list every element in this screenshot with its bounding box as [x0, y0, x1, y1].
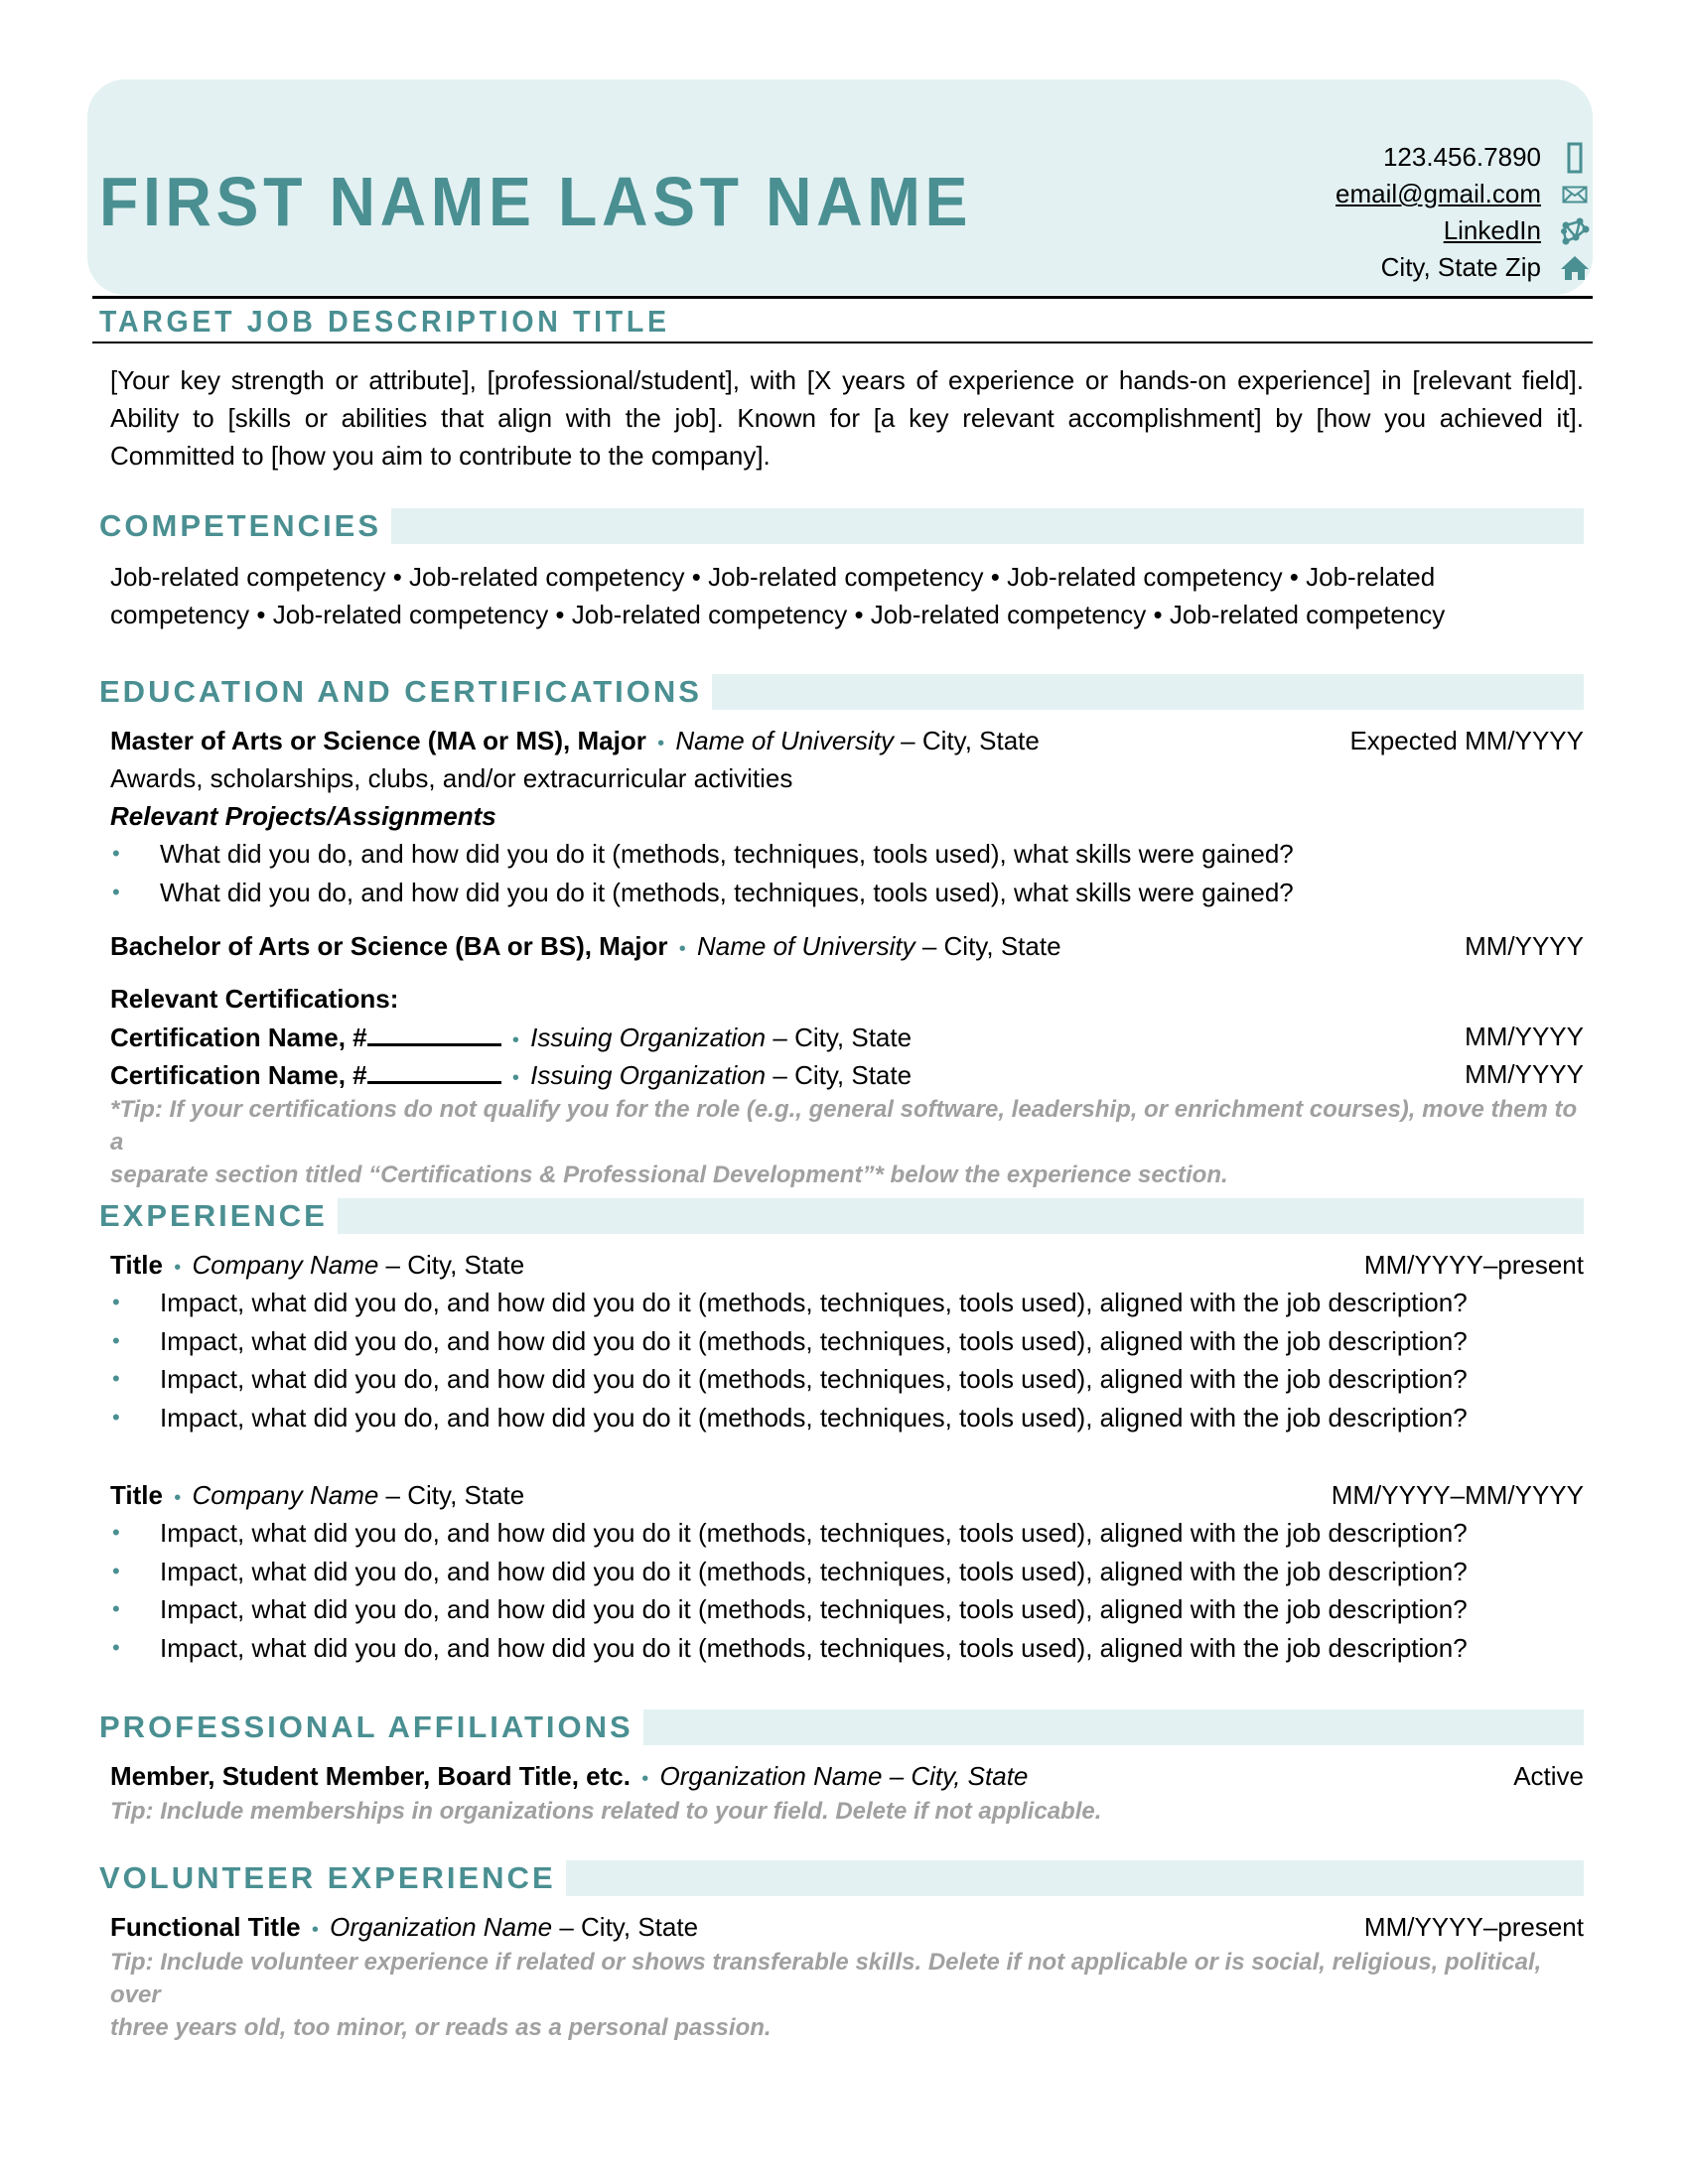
volunteer-entry — [110, 1908, 1584, 2044]
organization-name: Organization Name — [330, 1912, 553, 1942]
section-band — [712, 674, 1584, 710]
section-band — [643, 1709, 1584, 1745]
section-title: VOLUNTEER EXPERIENCE — [99, 1860, 566, 1896]
separator-dot: • — [641, 1768, 649, 1790]
competencies-heading — [99, 508, 1584, 544]
education-heading — [99, 674, 1584, 710]
bullet-icon: • — [112, 1634, 120, 1660]
separator-dot: • — [657, 733, 665, 754]
organization-name: Organization Name – City, State — [659, 1761, 1029, 1791]
degree-date: MM/YYYY — [1465, 931, 1584, 961]
volunteer-header — [110, 1908, 1584, 1946]
volunteer-title: Functional Title — [110, 1912, 301, 1942]
job-entry — [110, 1476, 1584, 1667]
competencies-list — [110, 558, 1584, 633]
bullet-icon: • — [112, 1596, 120, 1621]
certifications-label: Relevant Certifications: — [110, 984, 399, 1014]
separator-dot: • — [511, 1067, 519, 1089]
cert-date: MM/YYYY — [1465, 1059, 1584, 1089]
bullet-icon: • — [112, 879, 120, 904]
phone-number: 123.456.7890 — [1382, 142, 1541, 172]
list-item: • Impact, what did you do, and how did you do it (methods, techniques, tools used), aligned with the job description? — [110, 1360, 1584, 1399]
bullet-icon: • — [112, 1366, 120, 1391]
bullet-icon: • — [112, 1558, 120, 1583]
school-name: Name of University — [675, 726, 894, 755]
membership-role: Member, Student Member, Board Title, etc. — [110, 1761, 631, 1791]
phone-icon — [1557, 139, 1593, 176]
section-title: EXPERIENCE — [99, 1198, 338, 1234]
header-divider-top — [92, 296, 1593, 299]
section-band — [566, 1860, 1584, 1896]
job-title: Title — [110, 1250, 163, 1280]
bullet-icon: • — [112, 1520, 120, 1545]
cert-date: MM/YYYY — [1465, 1022, 1584, 1051]
separator-dot: • — [174, 1487, 182, 1509]
volunteer-tip: Tip: Include volunteer experience if related or shows transferable skills. Delete if not applicable or is social, religious, political, over three years old, too minor, or reads as a personal passion. — [110, 1949, 1542, 2041]
competencies-line: Job-related competency • Job-related competency • Job-related competency • Job-related competency • Job-related — [110, 562, 1436, 592]
list-item: • Impact, what did you do, and how did you do it (methods, techniques, tools used), aligned with the job description? — [110, 1322, 1584, 1361]
email-link[interactable]: email@gmail.com — [1336, 179, 1541, 208]
network-icon — [1557, 212, 1593, 249]
projects-label: Relevant Projects/Assignments — [110, 801, 496, 831]
section-title: COMPETENCIES — [99, 508, 391, 544]
affiliations-heading — [99, 1709, 1584, 1745]
separator-dot: • — [511, 1029, 519, 1051]
professional-summary: [Your key strength or attribute], [professional/student], with [X years of experience or hands-on experience] in [relevant field]. Ability to [skills or abilities that align with the job]. Known for [a key relevant accomplishment] by [how you achieved it]. Committed to [how you aim to contribute to the company]. — [110, 365, 1584, 471]
section-title: EDUCATION AND CERTIFICATIONS — [99, 674, 712, 710]
bullet-icon: • — [112, 841, 120, 866]
job-entry — [110, 1246, 1584, 1436]
separator-dot: • — [678, 938, 686, 960]
section-title: PROFESSIONAL AFFILIATIONS — [99, 1709, 643, 1745]
experience-heading — [99, 1198, 1584, 1234]
affiliations-tip: Tip: Include memberships in organizations related to your field. Delete if not applicable. — [110, 1798, 1102, 1825]
job-location: – City, State — [378, 1250, 525, 1280]
job-header — [110, 1476, 1584, 1514]
separator-dot: • — [311, 1919, 319, 1941]
section-band — [338, 1198, 1584, 1234]
list-item: • What did you do, and how did you do it (methods, techniques, tools used), what skills were gained? — [110, 874, 1584, 912]
cert-location: – City, State — [766, 1060, 913, 1090]
contact-info — [1336, 139, 1541, 286]
degree-entry — [110, 722, 1584, 759]
list-item: • What did you do, and how did you do it (methods, techniques, tools used), what skills were gained? — [110, 835, 1584, 874]
separator-dot: • — [174, 1257, 182, 1279]
list-item: • Impact, what did you do, and how did you do it (methods, techniques, tools used), aligned with the job description? — [110, 1590, 1584, 1629]
job-bullets — [110, 1514, 1584, 1667]
section-band — [391, 508, 1584, 544]
cert-name: Certification Name, # — [110, 1023, 367, 1052]
company-name: Company Name — [192, 1480, 379, 1510]
issuing-org: Issuing Organization — [530, 1023, 767, 1052]
school-location: – City, State — [893, 726, 1040, 755]
job-dates: MM/YYYY–present — [1363, 1250, 1584, 1280]
list-item: • Impact, what did you do, and how did you do it (methods, techniques, tools used), aligned with the job description? — [110, 1514, 1584, 1553]
education-list — [110, 722, 1584, 1191]
cert-location: – City, State — [766, 1023, 913, 1052]
header-divider-bottom — [92, 341, 1593, 343]
cert-number-blank — [367, 1055, 501, 1084]
project-bullets — [110, 835, 1584, 911]
affiliation-header — [110, 1757, 1584, 1795]
competencies-line: competency • Job-related competency • Job-related competency • Job-related competency • Job-related competency — [110, 600, 1446, 629]
list-item: • Impact, what did you do, and how did you do it (methods, techniques, tools used), aligned with the job description? — [110, 1399, 1584, 1437]
volunteer-heading — [99, 1860, 1584, 1896]
bullet-icon: • — [112, 1327, 120, 1353]
affiliation-entry — [110, 1757, 1584, 1828]
list-item: • Impact, what did you do, and how did you do it (methods, techniques, tools used), aligned with the job description? — [110, 1629, 1584, 1668]
company-name: Company Name — [192, 1250, 379, 1280]
school-location: – City, State — [914, 931, 1061, 961]
degree-name: Bachelor of Arts or Science (BA or BS), Major — [110, 931, 668, 961]
degree-date: Expected MM/YYYY — [1349, 726, 1584, 755]
job-header — [110, 1246, 1584, 1284]
candidate-name: FIRST NAME LAST NAME — [99, 163, 973, 240]
bullet-icon: • — [112, 1404, 120, 1430]
certification-entry — [110, 1018, 1584, 1055]
volunteer-location: – City, State — [552, 1912, 699, 1942]
job-bullets — [110, 1284, 1584, 1436]
awards: Awards, scholarships, clubs, and/or extracurricular activities — [110, 763, 793, 793]
degree-name: Master of Arts or Science (MA or MS), Major — [110, 726, 646, 755]
cert-number-blank — [367, 1018, 501, 1046]
degree-entry — [110, 927, 1584, 965]
linkedin-link[interactable]: LinkedIn — [1443, 215, 1541, 245]
contact-icons — [1557, 139, 1593, 286]
target-job-title: TARGET JOB DESCRIPTION TITLE — [99, 304, 670, 339]
job-dates: MM/YYYY–MM/YYYY — [1331, 1480, 1584, 1510]
school-name: Name of University — [697, 931, 915, 961]
home-icon — [1557, 249, 1593, 286]
address: City, State Zip — [1380, 252, 1541, 282]
job-location: – City, State — [378, 1480, 525, 1510]
list-item: • Impact, what did you do, and how did you do it (methods, techniques, tools used), aligned with the job description? — [110, 1553, 1584, 1591]
envelope-icon — [1557, 176, 1593, 212]
job-title: Title — [110, 1480, 163, 1510]
certifications-tip: *Tip: If your certifications do not qualify you for the role (e.g., general software, leadership, or enrichment courses), move them to a separate section titled “Certifications & Professional Development”* below the experience section. — [110, 1096, 1578, 1188]
bullet-icon: • — [112, 1290, 120, 1314]
membership-status: Active — [1513, 1761, 1584, 1791]
issuing-org: Issuing Organization — [530, 1060, 767, 1090]
volunteer-dates: MM/YYYY–present — [1363, 1912, 1584, 1942]
certification-entry — [110, 1055, 1584, 1093]
list-item: • Impact, what did you do, and how did you do it (methods, techniques, tools used), aligned with the job description? — [110, 1284, 1584, 1322]
cert-name: Certification Name, # — [110, 1060, 367, 1090]
